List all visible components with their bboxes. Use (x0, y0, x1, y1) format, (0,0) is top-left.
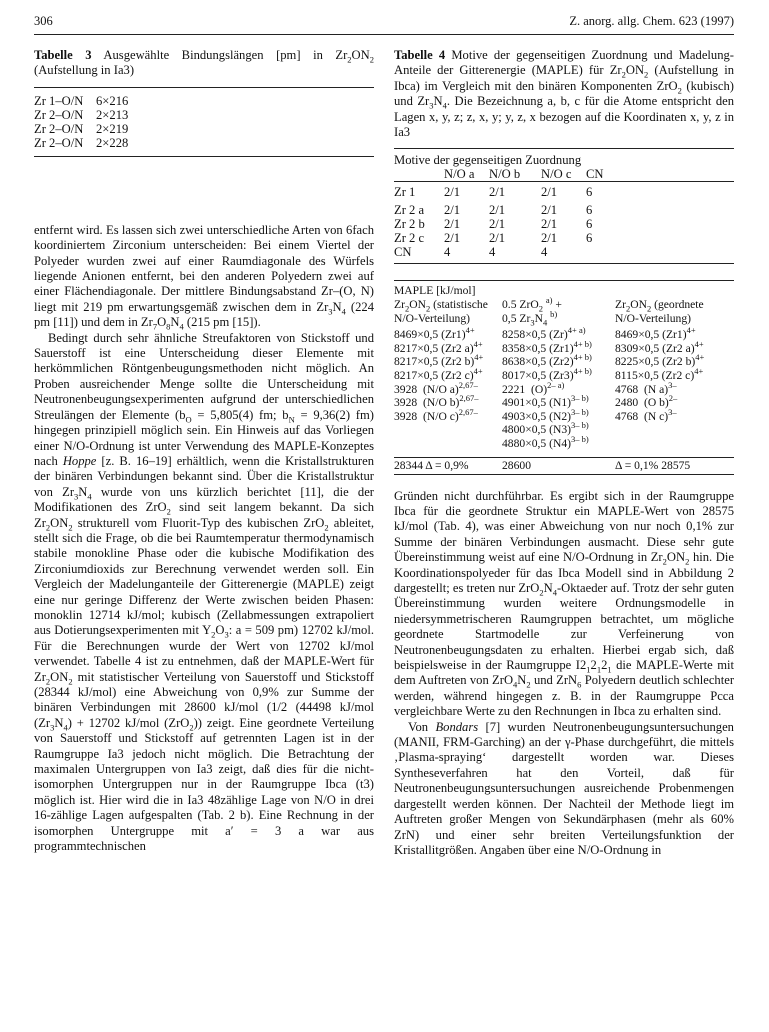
motive-cell: 2/1 (489, 231, 506, 246)
total-statistical-value: 28344 (394, 458, 423, 472)
total-binary: 28600 (502, 458, 531, 472)
motive-cell: 2/1 (444, 217, 461, 232)
maple-cell: 4768 (N a)$^{3-}$ (615, 379, 677, 396)
table4-bottom-rule (394, 474, 734, 475)
bond-label: Zr 2–O/N (34, 135, 84, 150)
maple-row (394, 308, 734, 327)
motive-cell: 4 (444, 245, 451, 260)
maple-cell: 4800×0,5 $(N3)^{3- b)}$ (502, 420, 589, 437)
total-ordered-value: 28575 (661, 458, 691, 472)
maple-cell: 8358×0,5 $(Zr1)^{4+ b)}$ (502, 338, 592, 355)
maple-cell: 8638×0,5 $(Zr2)^{4+ b)}$ (502, 352, 592, 369)
motive-cell: CN (394, 245, 412, 260)
maple-cell: 8469×0,5 $(Zr1)^{4+}$ (615, 325, 696, 342)
page-number: 306 (34, 14, 53, 28)
table3-label: Tabelle 3 (34, 48, 92, 62)
motive-cell: 2/1 (489, 217, 506, 232)
maple-cell: N/O-Verteilung) (615, 311, 691, 325)
bond-label: Zr 2–O/N (34, 121, 84, 136)
page-header (34, 14, 734, 34)
body-paragraph: entfernt wird. Es lassen sich zwei unterschiedliche Arten von 6fach koordiniertem Zirconium unterscheiden: Bei einem Viertel der Polyeder wurden zwei auf einer Raumdiagonale des Würfels liegende Anionen entfernt, bei den anderen Polyedern zwei auf einer Flächendiagonale. Der mittlere Bindungsabstand Zr–(O, N) liegt mit 219 pm erwartungsgemäß zwischen dem in $Zr_3N_4$ (224 pm [11]) und dem in $Zr_7O_8N_4$ (215 pm [15]). (34, 222, 375, 332)
bond-value: 2×228 (96, 135, 129, 150)
maple-cell: 8217×0,5 (Zr2 c)$^{4+}$ (394, 366, 483, 382)
maple-cell: 3928 (N/O b)$^{2,67-}$ (394, 393, 479, 410)
journal-citation: Z. anorg. allg. Chem. 623 (1997) (569, 14, 734, 28)
body-paragraph: Von Bondars [7] wurden Neutronenbeugungsuntersuchungen (MANII, FRM-Garching) an der γ-Phase durchgeführt, die mittels ‚Plasma-spraying‘ dargestellt worden war. Dieses Syntheseverfahren hat den Vorteil, daß für Neutronenbeugungsuntersuchungen ausreichende Probenmengen dargestellt werden können. Der Nachteil der Methode liegt im Auftreten großer Mengen von Sekundärphasen (mehr als 60% ZrN) und einer sehr breiten Verteilungsfunktion der Kristallitgrößen. Angaben über eine N/O-Ordnung in (394, 719, 734, 857)
left-column (34, 48, 374, 854)
maple-row (394, 434, 734, 451)
maple-cell: 8309×0,5 (Zr2 a)$^{4+}$ (615, 338, 704, 355)
table3-body (34, 94, 374, 150)
maple-cell: 8217×0,5 (Zr2 a)$^{4+}$ (394, 338, 483, 355)
bond-label: Zr 1–O/N (34, 93, 84, 108)
motive-cell: 6 (586, 203, 593, 218)
header-rule (34, 34, 734, 35)
motive-cell: 2/1 (541, 217, 558, 232)
motive-cell: 2/1 (489, 203, 506, 218)
table3-bottom-rule (34, 156, 374, 157)
maple-top-rule (394, 280, 734, 281)
motive-cell: 2/1 (541, 203, 558, 218)
maple-table (394, 284, 734, 450)
motive-row (394, 245, 734, 259)
table4-top-rule (394, 148, 734, 149)
motive-row (394, 231, 734, 245)
maple-cell: 4903×0,5 $(N2)^{3- b)}$ (502, 406, 589, 423)
maple-row (394, 295, 734, 314)
table4-caption-text: Motive der gegenseitigen Zuordnung und Madelung-Anteile der Gitterenergie (MAPLE) für $Zr_2ON_2$ (Aufstellung in Ibca) im Vergleich mit den binären Komponenten ZrO$_2$ (kubisch) und $Zr_3N_4$. Die Bezeichnung a, b, c für die Atome entspricht den Lagen x, y, z; z, x, y; y, z, x bezogen auf die Koordinaten x, y, z in Ia3 (394, 48, 734, 140)
bond-value: 6×216 (96, 93, 129, 108)
maple-cell: 2480 (O b)$^{2-}$ (615, 393, 678, 410)
maple-title (394, 284, 734, 298)
maple-row (394, 338, 734, 356)
bond-value: 2×219 (96, 121, 129, 136)
bond-value: 2×213 (96, 107, 129, 122)
motive-header: CN (586, 167, 604, 182)
maple-row (394, 393, 734, 410)
total-statistical-delta: Δ = 0,9% (425, 458, 469, 472)
maple-cell: 0.5 ZrO$_2$ $^{a)}$ + (502, 295, 562, 314)
motive-cell: 4 (489, 245, 496, 260)
motive-cell: 2/1 (444, 185, 461, 200)
motive-row (394, 185, 734, 199)
motive-cell: 6 (586, 185, 593, 200)
maple-cell: 8225×0,5 (Zr2 b)$^{4+}$ (615, 352, 705, 369)
motive-cell: Zr 2 c (394, 231, 425, 246)
maple-row (394, 379, 734, 397)
bond-label: Zr 2–O/N (34, 107, 84, 122)
motive-row (394, 217, 734, 231)
maple-totals-row (394, 458, 734, 474)
table3-row (34, 94, 374, 108)
maple-cell: 8469×0,5 $(Zr1)^{4+}$ (394, 325, 475, 342)
maple-cell: N/O-Verteilung) (394, 311, 470, 325)
maple-cell: 4768 (N c)$^{3-}$ (615, 406, 677, 423)
motive-table (394, 153, 734, 259)
motive-cell: Zr 1 (394, 185, 416, 200)
motive-header: N/O a (444, 167, 475, 182)
maple-cell: 3928 (N/O c)$^{2,67-}$ (394, 406, 478, 423)
body-paragraph: Bedingt durch sehr ähnliche Streufaktoren von Stickstoff und Sauerstoff ist eine Unterscheidung dieser Elemente mit herkömmlichen Röntgenbeugungsmethoden nicht möglich. An Proben ausreichender Menge sollte die Unterscheidung mit Neutronenbeugungsexperimenten aufgrund der unterschiedlichen Streulängen der Elemente ($b_O = 5,805(4)$ fm; $b_N = 9,36(2)$ fm) hingegen prinzipiell möglich sein. Ein Hinweis auf das Vorliegen einer N/O-Ordnung ist unter Verwendung des MAPLE-Konzeptes nach Hoppe [z. B. 16–19] erhältlich, wenn die Kristallstrukturen der binären Verbindungen bekannt sind. Über die Kristallstruktur von $Zr_3N_4$ wurde von uns kürzlich berichtet [11], die der Modifikationen des ZrO$_2$ sind seit langem bekannt. Da sich $Zr_2ON_2$ strukturell vom Fluorit-Typ des kubischen ZrO$_2$ ableitet, stellt sich die Frage, ob die bei Raumtemperatur thermodynamisch stabile monokline Phase oder die kubische Modifikation des Zirconiumdioxids zur Berechnung verwendet werden soll. Ein Vergleich der Madelunganteile der Gitterenergie (MAPLE) zeigt eine nur geringe Differenz der Werte zwischen beiden Phasen: monoklin 12714 kJ/mol; kubisch (Zellabmessungen extrapoliert aus Dotierungsexperimenten mit $Y_2O_3$: a = 509 pm) 12702 kJ/mol. Für die Berechnungen wurde der Wert von 12702 kJ/mol verwendet. Tabelle 4 ist zu entnehmen, daß der MAPLE-Wert für $Zr_2ON_2$ mit statistischer Verteilung von Sauerstoff und Stickstoff (28344 kJ/mol) eine Abweichung von 0,9% zur Summe der binären Verbindungen mit 28600 kJ/mol (1/2 (44498 kJ/mol $(Zr_3N_4) + 12702$ kJ/mol (ZrO$_2$)) zeigt. Eine geordnete Verteilung von Sauerstoff und Stickstoff auf getrennten Lagen ist in der Raumgruppe Ia3 jedoch nicht möglich. Die Betrachtung der maximalen Untergruppen von Ia3 zeigt, daß dies für die nicht-isomorphen Untergruppen nur in der Raumgruppe Ibca (t3) möglich ist. Hier wird die in Ia3 48zählige Lage von N/O in drei 16-zählige Lagen aufgespalten (Tab. 2 b). Eine Rechnung in der isomorphen Untergruppe mit a′ = 3 a war aus programmtechnischen (34, 330, 374, 854)
motive-title: Motive der gegenseitigen Zuordnung (394, 153, 582, 168)
right-column (394, 48, 734, 858)
motive-row (394, 203, 734, 217)
maple-row (394, 325, 734, 342)
table3-caption-text: Ausgewählte Bindungslängen [pm] in $Zr_2ON_2$ (Aufstellung in Ia3) (34, 48, 374, 78)
table3-row (34, 136, 374, 150)
motive-cell: 6 (586, 217, 593, 232)
motive-cell: 6 (586, 231, 593, 246)
maple-row (394, 420, 734, 437)
maple-cell: 4880×0,5 $(N4)^{3- b)}$ (502, 434, 589, 450)
motive-cell: Zr 2 a (394, 203, 425, 218)
maple-cell: 2221 $(O)^{2- a)}$ (502, 379, 565, 396)
maple-cell: 8217×0,5 (Zr2 b)$^{4+}$ (394, 352, 484, 369)
table3-row (34, 108, 374, 122)
table4-caption (394, 48, 734, 140)
maple-row (394, 406, 734, 424)
table3-top-rule (34, 87, 374, 88)
maple-cell: $Zr_2ON_2$ (geordnete (615, 298, 704, 314)
maple-row (394, 352, 734, 369)
total-ordered (615, 458, 690, 474)
maple-cell: 8115×0,5 (Zr2 c)$^{4+}$ (615, 366, 704, 382)
motive-cell: 4 (541, 245, 548, 260)
total-statistical (394, 458, 469, 474)
motive-cell: 2/1 (489, 185, 506, 200)
total-ordered-delta: Δ = 0,1% (615, 458, 659, 472)
maple-rows (394, 295, 734, 451)
table3-caption (34, 48, 374, 79)
motive-cell: 2/1 (541, 231, 558, 246)
maple-cell: 3928 (N/O a)$^{2,67-}$ (394, 379, 478, 396)
motive-header: N/O c (541, 167, 572, 182)
maple-cell: 4901×0,5 $(N1)^{3- b)}$ (502, 393, 589, 410)
table3-row (34, 122, 374, 136)
maple-cell: 0,5 $Zr_3N_4$ $^{b)}$ (502, 308, 558, 327)
maple-title-text: MAPLE [kJ/mol] (394, 284, 476, 298)
maple-cell: 8258×0,5 $(Zr)^{4+ a)}$ (502, 325, 586, 342)
maple-cell: 8017×0,5 $(Zr3)^{4+ b)}$ (502, 366, 592, 382)
maple-cell: $Zr_2ON_2$ (statistische (394, 298, 488, 314)
motive-cell: 2/1 (541, 185, 558, 200)
motive-header: N/O b (489, 167, 521, 182)
motive-header-row (394, 167, 734, 182)
body-paragraph: Gründen nicht durchführbar. Es ergibt sich in der Raumgruppe Ibca für die geordnete Struktur ein MAPLE-Wert von 28575 kJ/mol (Tab. 4), was einer Abweichung von nur noch 0,1% zur Summe der binären Verbindungen ausmacht. Diese sehr gute Übereinstimmung weist auf eine N/O-Ordnung in $Zr_2ON_2$ hin. Die Koordinationspolyeder für das Ibca Modell sind in Abbildung 2 dargestellt; es treten nur $ZrO_2N_4$-Oktaeder auf. Trotz der sehr guten Übereinstimmung wurden weitere Ordnungsmodelle in niedersymmetrischeren Raumgruppen betrachtet, um mögliche geordnete Startmodelle zur Verfeinerung von Neutronenbeugungsdaten zu erhalten. Hierbei ergab sich, daß beispielsweise in der Raumgruppe $I2_12_12_1$ die MAPLE-Werte mit dem Auftreten von $ZrO_4N_2$ und ZrN$_6$ Polyedern deutlich schlechter werden, während hingegen z. B. in der Raumgruppe Pcca vergleichbare Werte zu den Rechnungen in Ibca zu erhalten sind. (394, 488, 735, 719)
motive-bottom-rule (394, 263, 734, 264)
motive-cell: Zr 2 b (394, 217, 425, 232)
motive-cell: 2/1 (444, 231, 461, 246)
table4-label: Tabelle 4 (394, 48, 446, 62)
motive-cell: 2/1 (444, 203, 461, 218)
